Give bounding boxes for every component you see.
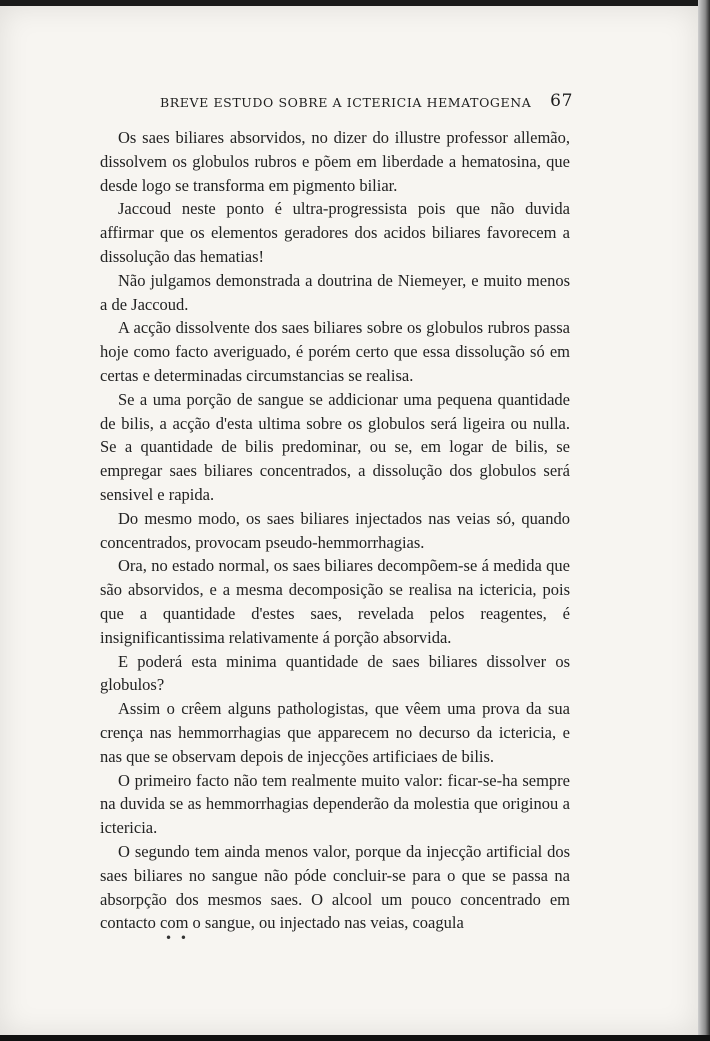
paragraph: Se a uma porção de sangue se addicionar uma pequena quantidade de bilis, a acção d'esta ultima sobre os globulos será ligeira ou nulla. Se a quantidade de bilis predominar, ou se, em logar de bilis, se empregar saes biliares concentrados, a dissolução dos globulos será sensivel e rapida.	[100, 389, 570, 504]
paragraph: O primeiro facto não tem realmente muito valor: ficar-se-ha sempre na duvida se as hemmorrhagias dependerão da molestia que originou a ictericia.	[100, 770, 570, 838]
paragraph: Jaccoud neste ponto é ultra-progressista pois que não duvida affirmar que os elementos geradores dos acidos biliares favorecem a dissolução das hematias!	[100, 199, 570, 266]
scan-border	[0, 1035, 710, 1041]
paragraph: Do mesmo modo, os saes biliares injectados nas veias só, quando concentrados, provocam pseudo-hemmorrhagias.	[100, 508, 570, 552]
paragraph: E poderá esta minima quantidade de saes biliares dissolver os globulos?	[100, 651, 570, 695]
book-page	[0, 6, 698, 1035]
paragraph: A acção dissolvente dos saes biliares sobre os globulos rubros passa hoje como facto averiguado, é porém certo que essa dissolução só em certas e determinadas circumstancias se realisa.	[100, 318, 570, 385]
paragraph: Ora, no estado normal, os saes biliares decompõem-se á medida que são absorvidos, e a mesma decomposição se realisa na ictericia, pois que a quantidade d'estes saes, revelada pelos reagentes, é insignificantissima relativamente á porção absorvida.	[100, 556, 570, 647]
paragraph: O segundo tem ainda menos valor, porque da injecção artificial dos saes biliares no sangue não póde concluir-se para o que se passa na absorpção dos mesmos saes. O alcool um pouco concentrado em contacto com o sangue, ou injectado nas veias, coagula	[100, 841, 570, 933]
body-text	[100, 126, 570, 935]
paragraph: Assim o crêem alguns pathologistas, que vêem uma prova da sua crença nas hemmorrhagias que apparecem no decurso da ictericia, e nas que se observam depois de injecções artificiaes de bilis.	[100, 699, 570, 766]
running-title: BREVE ESTUDO SOBRE A ICTERICIA HEMATOGENA	[160, 95, 532, 110]
paragraph: Os saes biliares absorvidos, no dizer do illustre professor allemão, dissolvem os globulos rubros e põem em liberdade a hematosina, que desde logo se transforma em pigmento biliar.	[100, 128, 570, 195]
paragraph: Não julgamos demonstrada a doutrina de Niemeyer, e muito menos a de Jaccoud.	[100, 270, 570, 314]
page-number: 67	[550, 91, 573, 111]
page-edge-shadow	[698, 0, 710, 1041]
footer-mark: • •	[165, 931, 189, 945]
